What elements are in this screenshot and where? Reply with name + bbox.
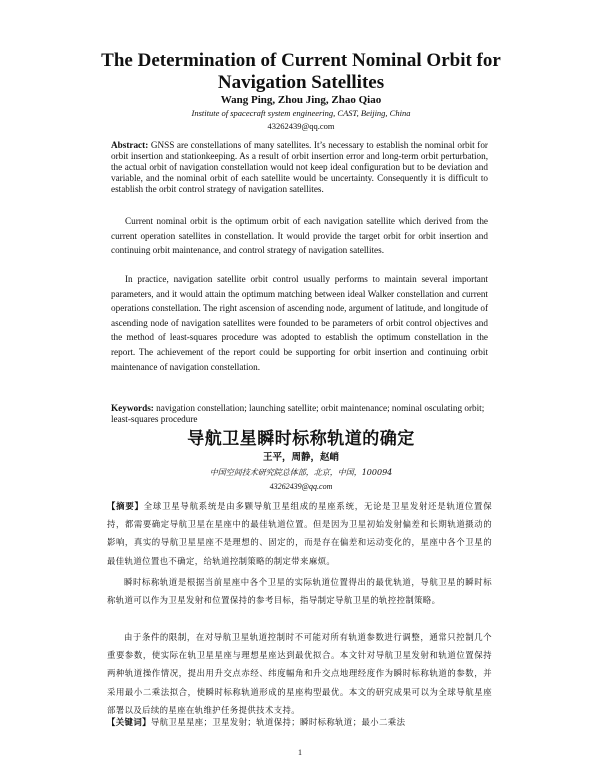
chinese-email: 43262439@qq.com (269, 482, 333, 491)
chinese-affiliation: 中国空间技术研究院总体部，北京，中国，100094 (209, 468, 393, 477)
chinese-abstract (107, 497, 492, 570)
chinese-keywords-label: 【关键词】 (107, 717, 151, 727)
chinese-paragraph-2: 由于条件的限制，在对导航卫星轨道控制时不可能对所有轨道参数进行调整，通常只控制几个重要参数，使实际在轨卫星星座与理想星座达到最优拟合。本文针对导航卫星发射和轨道位置保持两种轨道操作情况，提出用升交点赤经、纬度幅角和升交点地理经度作为瞬时标称轨道的参数，并采用最小二乘法拟合，使瞬时标称轨道形成的星座构型最优。本文的研究成果可以为全球导航星座部署以及后续的星座在轨维护任务提供技术支持。 (107, 632, 492, 715)
english-abstract-label: Abstract: (111, 140, 149, 150)
english-paragraph-2: In practice, navigation satellite orbit control usually performs to maintain several important parameters, and it would attain the optimum matching between ideal Walker constellation and current operations constellation. The right ascension of ascending node, argument of latitude, and longitude of ascending node of navigation satellites were founded to be parameters of orbit control objectives and the method of least-squares procedure was adopted to establish the optimum constellation in the report. The achievement of the report could be supporting for orbit insertion and continuing orbit maintenance of navigation constellation. (111, 274, 488, 372)
english-abstract-text: GNSS are constellations of many satellites. It’s necessary to establish the nominal orbit for orbit insertion and stationkeeping. As a result of orbit insertion error and long-term orbit perturbation, the actual orbit of navigation constellation would not keep ideal configuration but to be deviation and variable, and the nominal orbit of each satellite would be uncertainty. Consequently it is difficult to establish the orbit control strategy of navigation satellites. (111, 140, 488, 194)
english-keywords-text: navigation constellation; launching satellite; orbit maintenance; nominal osculating orbit; least-squares procedure (111, 403, 485, 424)
chinese-title: 导航卫星瞬时标称轨道的确定 (187, 429, 415, 449)
english-affiliation: Institute of spacecraft system engineering, CAST, Beijing, China (191, 108, 411, 118)
chinese-abstract-label: 【摘要】 (107, 501, 144, 511)
english-title: The Determination of Current Nominal Orbit for Navigation Satellites (101, 50, 501, 93)
chinese-keywords-text: 导航卫星星座；卫星发射；轨道保持；瞬时标称轨道；最小二乘法 (150, 717, 406, 727)
english-email: 43262439@qq.com (267, 121, 335, 131)
chinese-keywords (107, 713, 492, 731)
chinese-abstract-text: 全球卫星导航系统是由多颗导航卫星组成的星座系统，无论是卫星发射还是轨道位置保持，都需要确定导航卫星在星座中的最佳轨道位置。但是因为卫星初始发射偏差和长期轨道摄动的影响，真实的导航卫星星座不是理想的、固定的，而是存在偏差和运动变化的，星座中各个卫星的最佳轨道位置也不确定，给轨道控制策略的制定带来麻烦。 (107, 501, 492, 566)
english-paragraph-1: Current nominal orbit is the optimum orbit of each navigation satellite which derived from the current operation satellites in constellation. It would provide the target orbit for orbit insertion and continuing orbit maintenance, and control strategy of navigation satellites. (111, 216, 488, 256)
english-keywords-label: Keywords: (111, 403, 154, 413)
chinese-paragraph-1: 瞬时标称轨道是根据当前星座中各个卫星的实际轨道位置得出的最优轨道，导航卫星的瞬时标称轨道可以作为卫星发射和位置保持的参考目标，指导制定导航卫星的轨控控制策略。 (107, 577, 492, 606)
page-number: 1 (298, 748, 302, 757)
english-keywords (111, 403, 488, 425)
chinese-authors: 王平，周静，赵峭 (262, 452, 339, 463)
english-authors: Wang Ping, Zhou Jing, Zhao Qiao (220, 94, 382, 106)
english-abstract (111, 140, 488, 195)
